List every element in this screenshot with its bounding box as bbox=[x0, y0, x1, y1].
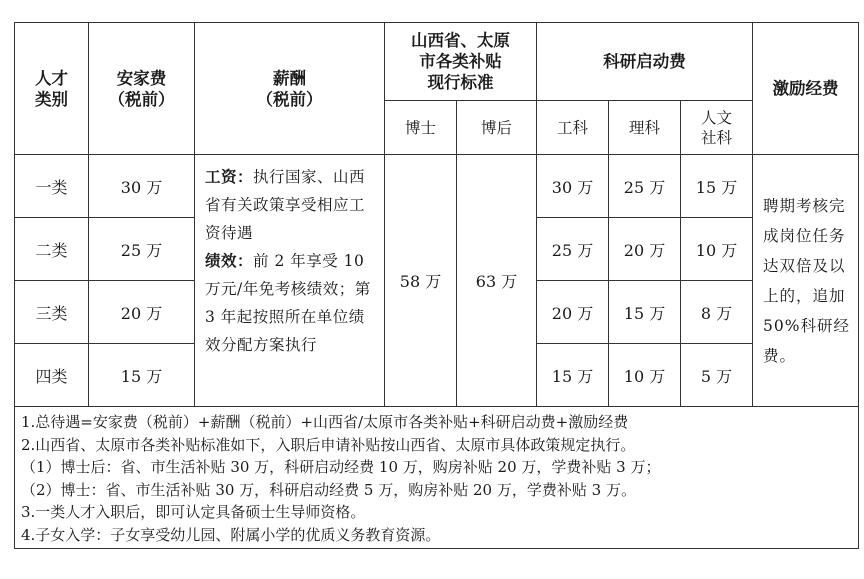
header-settlement-fee: 安家费 （税前） bbox=[89, 23, 195, 155]
settlement-cell: 20 万 bbox=[89, 281, 195, 344]
category-cell: 三类 bbox=[15, 281, 89, 344]
subheader-postdoc: 博后 bbox=[457, 101, 537, 155]
research-science-cell: 15 万 bbox=[609, 281, 681, 344]
notes-cell bbox=[15, 407, 859, 549]
table-row bbox=[15, 155, 859, 218]
note-line: 1.总待遇=安家费（税前）+薪酬（税前）+山西省/太原市各类补贴+科研启动费+激励经费 bbox=[21, 413, 629, 431]
subheader-engineering: 工科 bbox=[537, 101, 609, 155]
research-humanities-cell: 8 万 bbox=[681, 281, 753, 344]
subheader-science: 理科 bbox=[609, 101, 681, 155]
note-line: （1）博士后：省、市生活补贴 30 万，科研启动经费 10 万，购房补贴 20 万，学费补贴 3 万； bbox=[21, 458, 661, 476]
settlement-cell: 30 万 bbox=[89, 155, 195, 218]
header-research-startup: 科研启动费 bbox=[537, 23, 753, 101]
incentive-cell: 聘期考核完成岗位任务达双倍及以上的，追加 50%科研经费。 bbox=[753, 155, 859, 407]
research-science-cell: 20 万 bbox=[609, 218, 681, 281]
research-engineering-cell: 15 万 bbox=[537, 344, 609, 407]
note-line: 4.子女入学：子女享受幼儿园、附属小学的优质义务教育资源。 bbox=[21, 525, 441, 544]
note-line: 3.一类人才入职后，即可认定具备硕士生导师资格。 bbox=[21, 503, 366, 521]
research-science-cell: 10 万 bbox=[609, 344, 681, 407]
category-cell: 二类 bbox=[15, 218, 89, 281]
research-engineering-cell: 25 万 bbox=[537, 218, 609, 281]
research-humanities-cell: 5 万 bbox=[681, 344, 753, 407]
settlement-cell: 15 万 bbox=[89, 344, 195, 407]
research-engineering-cell: 20 万 bbox=[537, 281, 609, 344]
subsidy-doctor-cell: 58 万 bbox=[385, 155, 457, 407]
settlement-cell: 25 万 bbox=[89, 218, 195, 281]
header-category: 人才 类别 bbox=[15, 23, 89, 155]
talent-benefits-table bbox=[14, 22, 859, 549]
research-humanities-cell: 15 万 bbox=[681, 155, 753, 218]
wage-label: 工资： bbox=[205, 168, 254, 186]
header-salary: 薪酬 （税前） bbox=[195, 23, 385, 155]
header-incentive: 激励经费 bbox=[753, 23, 859, 155]
subsidy-postdoc-cell: 63 万 bbox=[457, 155, 537, 407]
category-cell: 四类 bbox=[15, 344, 89, 407]
note-line: （2）博士：省、市生活补贴 30 万，科研启动经费 5 万，购房补贴 20 万，学费补贴 3 万。 bbox=[21, 480, 636, 499]
subheader-humanities: 人文 社科 bbox=[681, 101, 753, 155]
performance-text: 前 2 年享受 10 万元/年免考核绩效；第 3 年起按照所在单位绩效分配方案执行 bbox=[205, 252, 371, 354]
category-cell: 一类 bbox=[15, 155, 89, 218]
header-subsidy: 山西省、太原 市各类补贴 现行标准 bbox=[385, 23, 537, 101]
performance-label: 绩效： bbox=[205, 252, 254, 270]
research-science-cell: 25 万 bbox=[609, 155, 681, 218]
research-humanities-cell: 10 万 bbox=[681, 218, 753, 281]
salary-cell bbox=[195, 155, 385, 407]
note-line: 2.山西省、太原市各类补贴标准如下，入职后申请补贴按山西省、太原市具体政策规定执行。 bbox=[21, 435, 636, 454]
subheader-doctor: 博士 bbox=[385, 101, 457, 155]
research-engineering-cell: 30 万 bbox=[537, 155, 609, 218]
wage-text: 执行国家、山西省有关政策享受相应工资待遇 bbox=[205, 168, 366, 242]
